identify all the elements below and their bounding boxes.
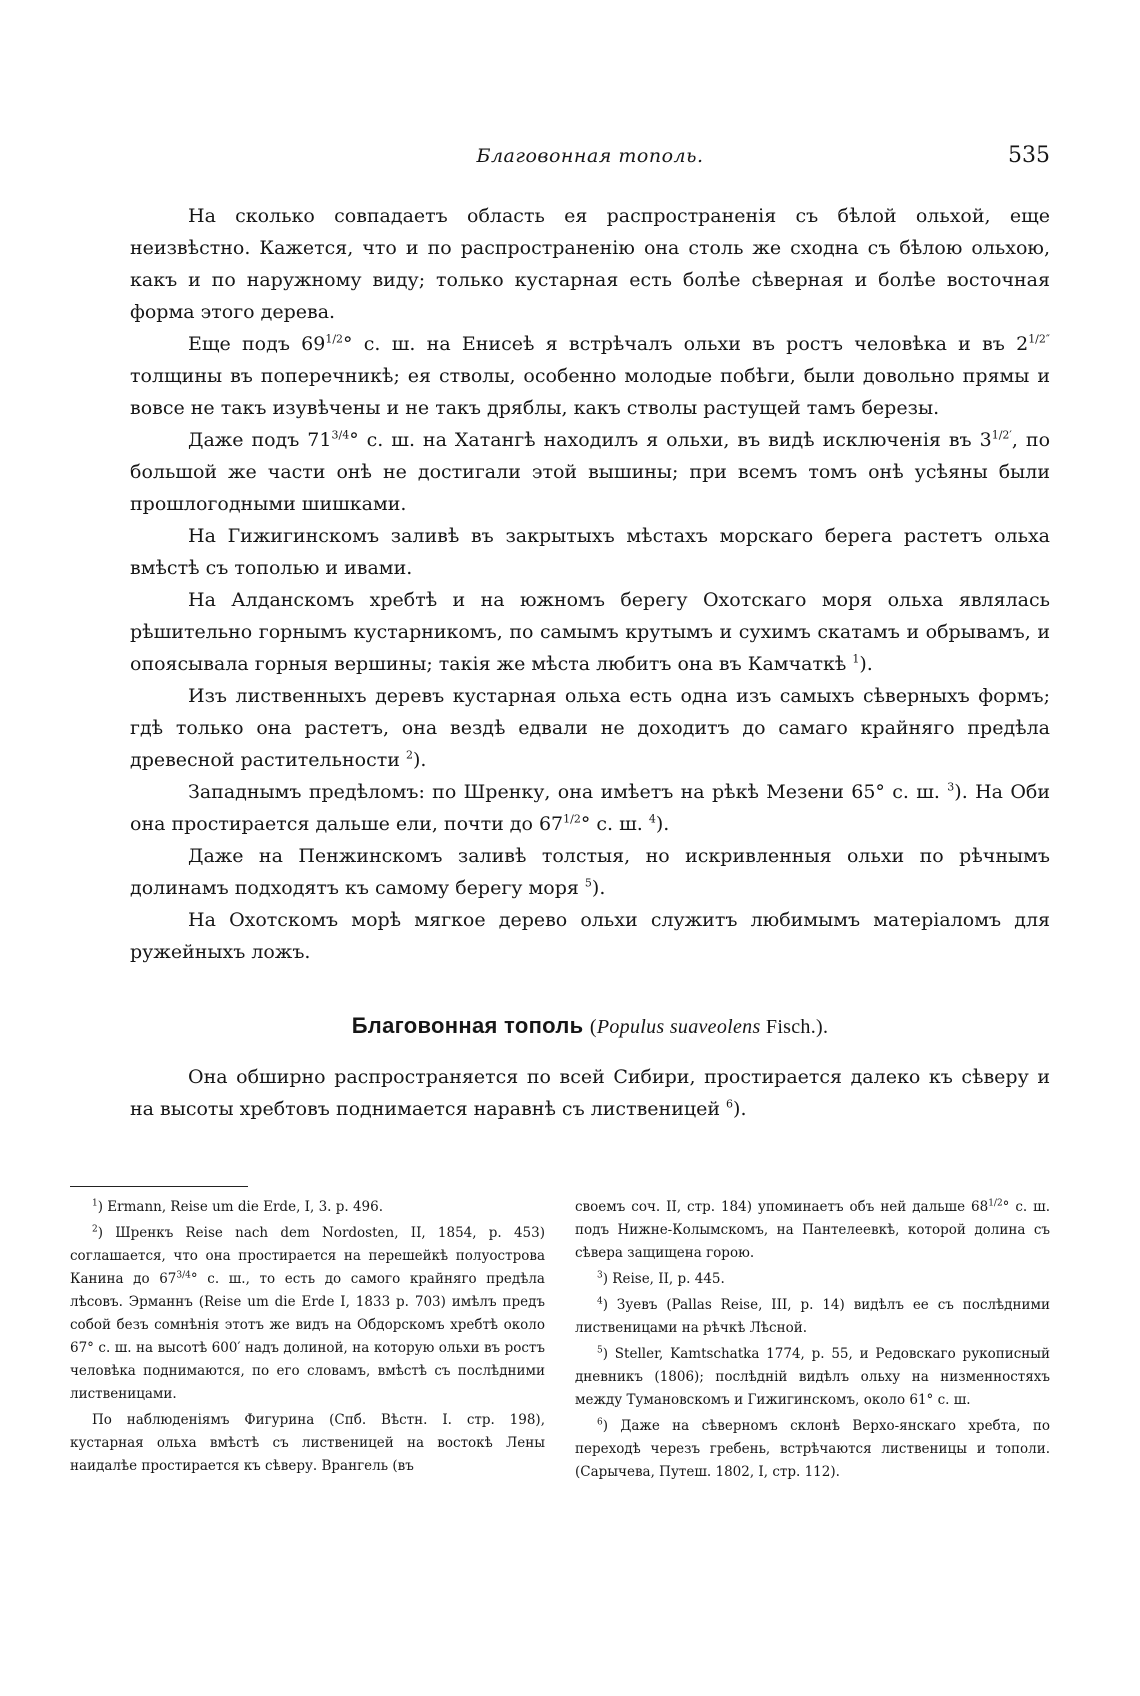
footnote: $^2$) Шренкъ Reise nach dem Nordosten, II, 1854, p. 453) соглашается, что она простирается на перешейкѣ полуострова Канина до $67^{3/4}^\circ$ с. ш., то есть до самого крайняго предѣла лѣсовъ. Эрманнъ (Reise um die Erde I, 1833 p. 703) имѣлъ предъ собой безъ сомнѣнія этотъ же видъ на Обдорскомъ хребтѣ около 67° с. ш. на высотѣ 600′ надъ долиной, на которую ольхи въ ростъ человѣка поднимаются, по его словамъ, вмѣстѣ съ послѣдними лиственицами. (70, 1224, 545, 1402)
footnote-continuation: своемъ соч. II, стр. 184) упоминаетъ объ ней дальше $68^{1/2}^\circ$ с. ш. подъ Нижне-Колымскомъ, на Пантелеевкѣ, которой долина съ сѣвера защищена горою. (575, 1198, 1050, 1261)
paragraph: Даже на Пенжинскомъ заливѣ толстыя, но искривленныя ольхи по рѣчнымъ долинамъ подходятъ къ самому берегу моря $^5$). (130, 845, 1050, 899)
fraction: 1/2 (325, 332, 344, 346)
footnote-ref[interactable]: 4 (648, 812, 656, 826)
latin-name: (Populus suaveolens Fisch.). (589, 1016, 829, 1038)
footnote: $^6$) Даже на сѣверномъ склонѣ Верхо-янскаго хребта, по переходѣ черезъ гребень, встрѣчаются лиственицы и тополи. (Сарычева, Путеш. 1802, I, стр. 112). (575, 1417, 1050, 1480)
footnote: $^3$) Reise, II, p. 445. (597, 1270, 725, 1287)
footnotes-left-column (70, 1196, 545, 1487)
fraction: 1/2″ (1028, 332, 1050, 346)
footnote-ref[interactable]: 3 (947, 780, 955, 794)
paragraph: Даже подъ $71^{3/4}^\circ$ с. ш. на Хатангѣ находилъ я ольхи, въ видѣ исключенія въ $3^{1/2'}$, по большой же части онѣ не достигали этой вышины; при всемъ томъ онѣ усѣяны были прошлогодными шишками. (130, 428, 1051, 515)
paragraph: На Охотскомъ морѣ мягкое дерево ольхи служитъ любимымъ матеріаломъ для ружейныхъ ложъ. (130, 909, 1050, 963)
paragraph: Еще подъ $69^{1/2}^\circ$ с. ш. на Енисеѣ я встрѣчалъ ольхи въ ростъ человѣка и въ $2^{1/2''}$ толщины въ поперечникѣ; ея стволы, особенно молодые побѣги, были довольно прямы и вовсе не такъ изувѣчены и не такъ дряблы, какъ стволы растущей тамъ березы. (130, 332, 1050, 419)
footnote: $^5$) Steller, Kamtschatka 1774, p. 55, и Редовскаго рукописный дневникъ (1806); послѣдній видѣлъ ольху на низменностяхъ между Тумановскомъ и Гижигинскомъ, около 61° с. ш. (575, 1345, 1050, 1408)
paragraph: На сколько совпадаетъ область ея распространенія съ бѣлой ольхой, еще неизвѣстно. Кажется, что и по распространенію она столь же сходна съ бѣлою ольхою, какъ и по наружному виду; только кустарная есть болѣе сѣверная и болѣе восточная форма этого дерева. (130, 205, 1050, 323)
paragraph: На Алданскомъ хребтѣ и на южномъ берегу Охотскаго моря ольха являлась рѣшительно горнымъ кустарникомъ, по самымъ крутымъ и сухимъ скатамъ и обрывамъ, и опоясывала горныя вершины; такія же мѣста любитъ она въ Камчаткѣ $^1$). (130, 589, 1050, 675)
paragraph: На Гижигинскомъ заливѣ въ закрытыхъ мѣстахъ морскаго берега растетъ ольха вмѣстѣ съ тополью и ивами. (130, 525, 1050, 579)
paragraph: Западнымъ предѣломъ: по Шренку, она имѣетъ на рѣкѣ Мезени 65° с. ш. $^3$). На Оби она простирается дальше ели, почти до $67^{1/2}^\circ$ с. ш. $^4$). (130, 780, 1050, 835)
footnote-ref[interactable]: 2 (405, 748, 413, 762)
footnote: $^1$) Ermann, Reise um die Erde, I, 3. p. 496. (92, 1198, 384, 1215)
section-heading (130, 1010, 1050, 1043)
body-text (130, 200, 1050, 1125)
footnote-ref[interactable]: 6 (726, 1097, 734, 1111)
fraction: 3/4 (331, 428, 350, 442)
page-number: 535 (1008, 143, 1050, 168)
footnote-divider (70, 1186, 248, 1187)
fraction: 1/2 (563, 812, 581, 826)
footnote: $^4$) Зуевъ (Pallas Reise, III, p. 14) видѣлъ ее съ послѣдними лиственицами на рѣчкѣ Лѣсной. (575, 1296, 1050, 1336)
running-title: Благовонная тополь. (476, 145, 704, 167)
section-title: Благовонная тополь (351, 1013, 584, 1038)
fraction: 1/2′ (991, 428, 1012, 442)
footnote: По наблюденіямъ Фигурина (Спб. Вѣстн. I. стр. 198), кустарная ольха вмѣстѣ съ лиственицей на востокѣ Лены наидалѣе простирается къ сѣверу. Врангель (въ (70, 1412, 545, 1474)
running-head (130, 145, 1050, 173)
paragraph: Она обширно распространяется по всей Сибири, простирается далеко къ сѣверу и на высоты хребтовъ поднимается наравнѣ съ лиственицей $^6$). (130, 1066, 1050, 1120)
footnotes (70, 1196, 1050, 1487)
paragraph: Изъ лиственныхъ деревъ кустарная ольха есть одна изъ самыхъ сѣверныхъ формъ; гдѣ только она растетъ, она вездѣ едвали не доходитъ до самаго крайняго предѣла древесной растительности $^2$). (130, 685, 1050, 771)
footnotes-right-column (575, 1196, 1050, 1487)
footnote-ref[interactable]: 1 (852, 652, 860, 666)
footnote-ref[interactable]: 5 (584, 876, 592, 890)
